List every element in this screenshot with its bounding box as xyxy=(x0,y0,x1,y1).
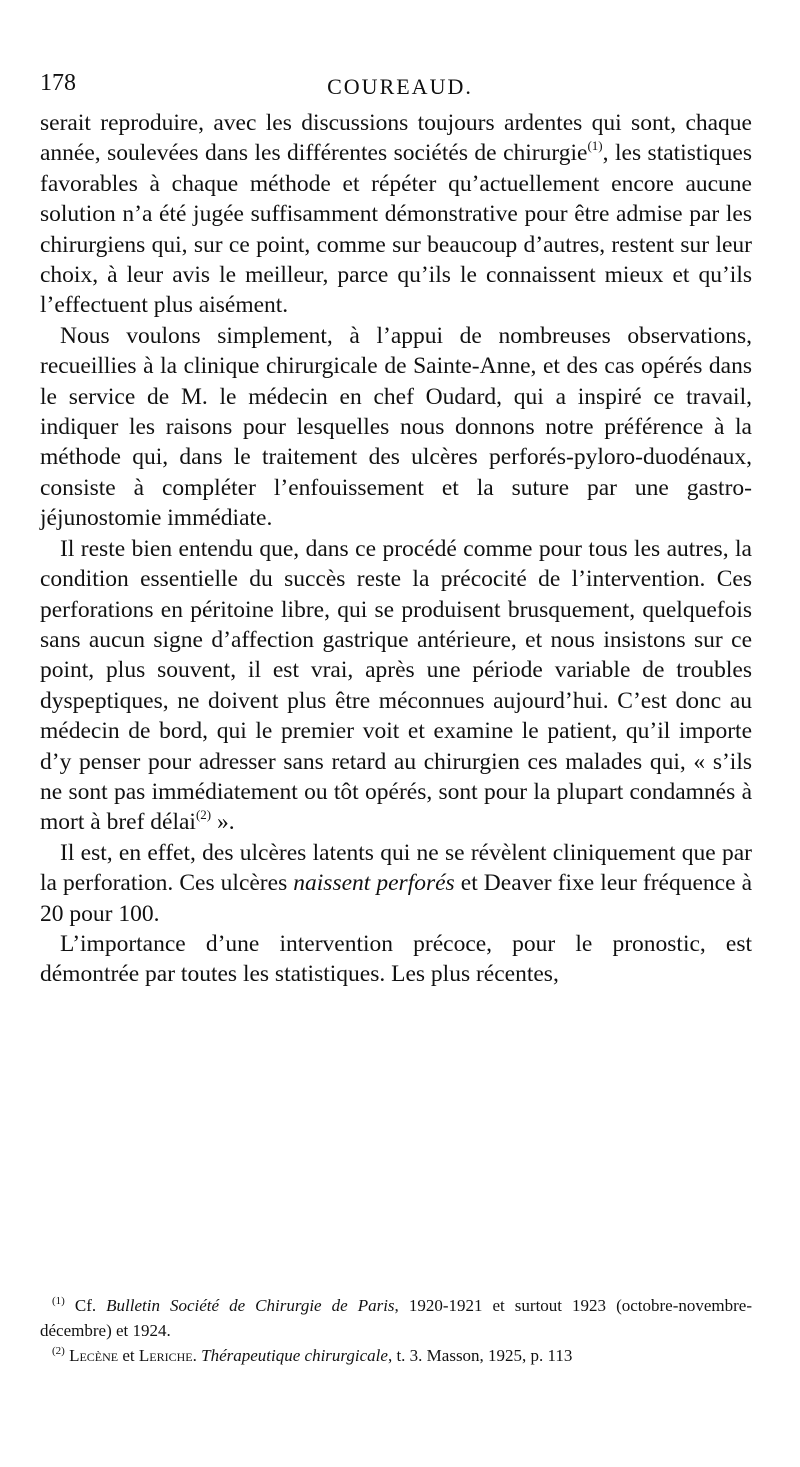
paragraph-3-text-b: ». xyxy=(211,809,235,836)
page-number: 178 xyxy=(40,70,76,96)
footnote-2 xyxy=(40,1343,752,1368)
page-header xyxy=(40,70,760,110)
footnote-2-text-b: , t. 3. Masson, 1925, p. 113 xyxy=(387,1346,573,1365)
paragraph-2: Nous voulons simplement, à l’appui de nombreuses observations, recueillies à la clinique chirurgicale de Sainte-Anne, et des cas opérés dans le service de M. le médecin en chef Oudard, qui a inspiré ce travail, indiquer les raisons pour lesquelles nous donnons notre préférence à la méthode qui, dans le traitement des ulcères perforés-pyloro-duodénaux, consiste à compléter l’enfouissement et la suture par une gastro-jéjunostomie immédiate. xyxy=(40,322,752,532)
footnote-ref-2: (2) xyxy=(195,807,212,823)
footnote-2-title: Thérapeutique chirurgicale xyxy=(201,1346,388,1365)
paragraph-5: L’importance d’une intervention précoce, pour le pronostic, est démontrée par toutes les statistiques. Les plus récentes, xyxy=(40,930,752,988)
paragraph-4-text-b: et Deaver fixe leur fréquence à 20 pour 100. xyxy=(40,870,752,927)
footnote-ref-1: (1) xyxy=(587,138,603,154)
paragraph-3 xyxy=(40,534,752,838)
footnote-2-author-1: Lecène xyxy=(69,1346,119,1365)
paragraph-1 xyxy=(40,108,752,321)
paragraph-4-emphasis: naissent perforés xyxy=(293,870,455,897)
paragraph-3-text-a: Il reste bien entendu que, dans ce procédé comme pour tous les autres, la condition essentielle du succès reste la précocité de l’intervention. Ces perforations en péritoine libre, qui se produisent brusquement, quelquefois sans aucun signe d’affection gastrique antérieure, et nous insistons sur ce point, plus souvent, il est vrai, après une période variable de troubles dyspeptiques, ne doivent plus être méconnues aujourd’hui. C’est donc au médecin de bord, qui le premier voit et examine le patient, qu’il importe d’y penser pour adresser sans retard au chirurgien ces malades qui, « s’ils ne sont pas immédiatement ou tôt opérés, sont pour la plupart condamnés à mort à bref délai xyxy=(40,535,752,836)
paragraph-4-text-a: Il est, en effet, des ulcères latents qui ne se révèlent cliniquement que par la perforation. Ces ulcères xyxy=(40,839,752,897)
footnote-2-and: et xyxy=(118,1346,139,1365)
paragraph-1-text-a: serait reproduire, avec les discussions toujours ardentes qui sont, chaque année, soulevées dans les différentes sociétés de chirurgie xyxy=(40,110,752,167)
footnote-1-text-b: , 1920-1921 et surtout 1923 (octobre-novembre-décembre) et 1924. xyxy=(40,1296,753,1340)
footnote-1 xyxy=(40,1293,752,1343)
footnote-2-author-2: Leriche xyxy=(138,1346,193,1365)
running-title: COUREAUD. xyxy=(327,74,473,99)
footnote-1-mark: (1) xyxy=(52,1295,65,1307)
paragraph-1-text-b: , les statistiques favorables à chaque méthode et répéter qu’actuellement encore aucune solution n’a été jugée suffisamment démonstrative pour être admise par les chirurgiens qui, sur ce point, comme sur beaucoup d’autres, restent sur leur choix, à leur avis le meilleur, parce qu’ils le connaissent mieux et qu’ils l’effectuent plus aisément. xyxy=(40,140,752,319)
footnote-1-title: Bulletin Société de Chirurgie de Paris xyxy=(106,1296,395,1315)
body-text xyxy=(40,108,752,990)
footnote-1-text-a: Cf. xyxy=(64,1296,107,1315)
footnotes xyxy=(40,1293,752,1368)
footnote-2-sep: . xyxy=(192,1346,202,1365)
footnote-2-mark: (2) xyxy=(52,1345,65,1357)
paragraph-4 xyxy=(40,838,752,929)
